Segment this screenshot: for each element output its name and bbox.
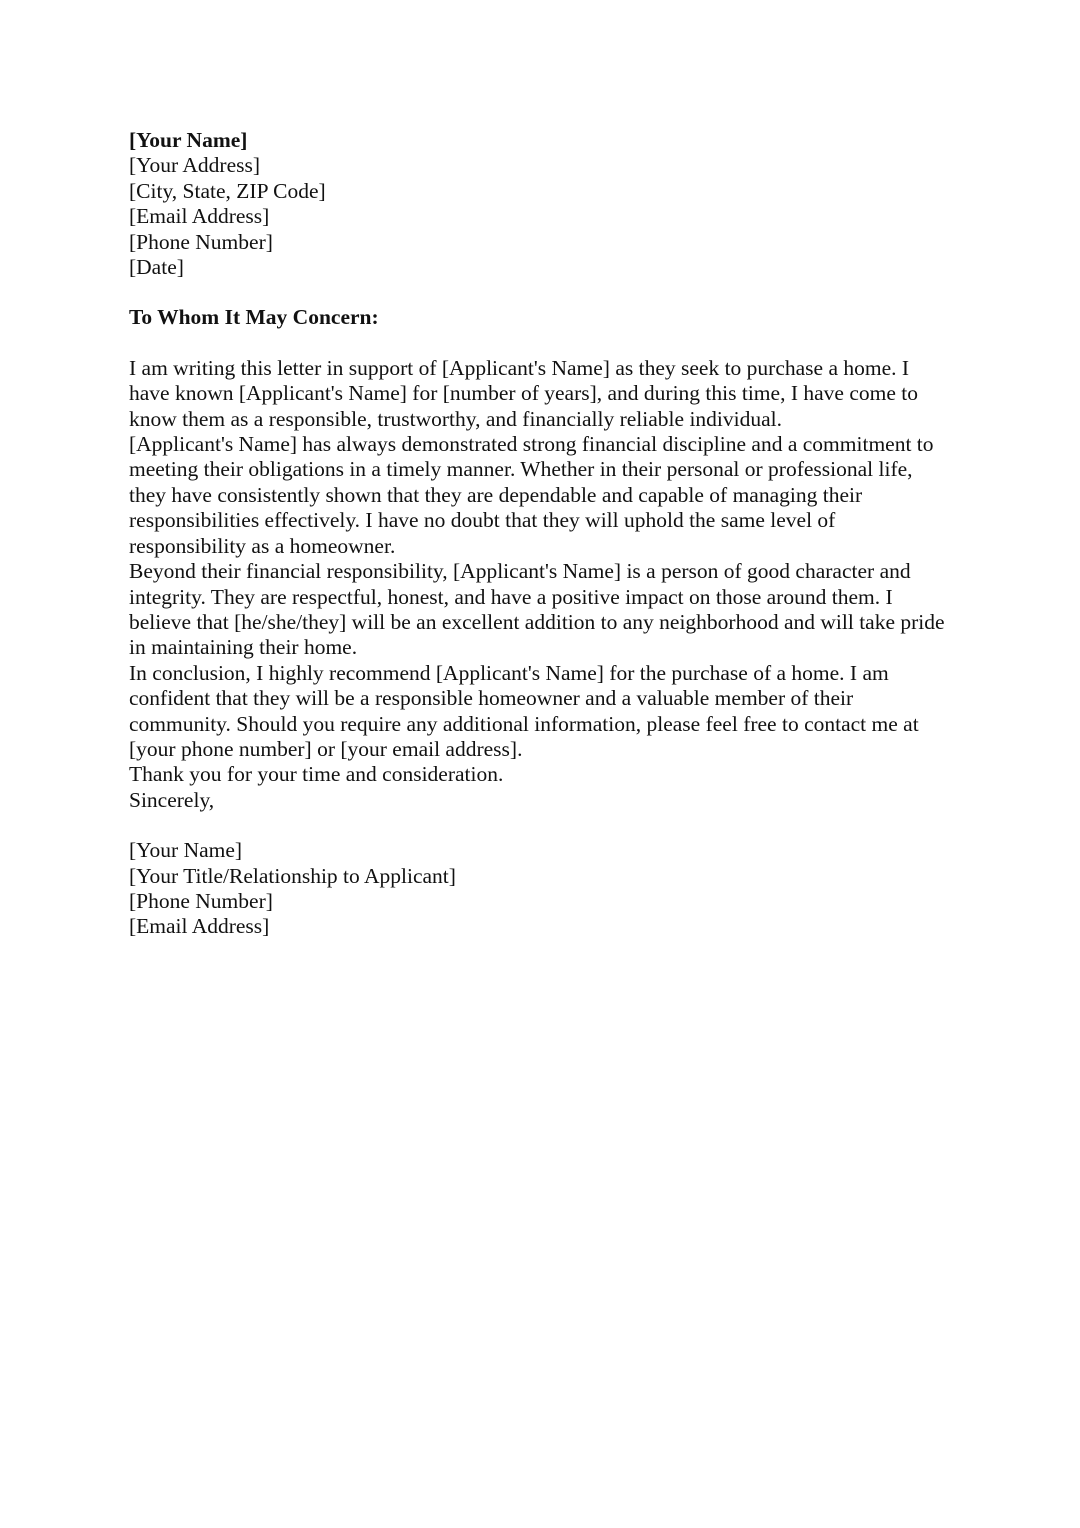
sender-address-line: [Your Address] (129, 153, 261, 178)
closing-block (129, 788, 949, 813)
signature-email-line: [Email Address] (129, 914, 270, 939)
signature-block (129, 838, 949, 940)
body-paragraph-4: In conclusion, I highly recommend [Applicant's Name] for the purchase of a home. I am confident that they will be a responsible homeowner and a valuable member of their community. Should you require any additional information, please feel free to contact me at [your phone number] or [your email address]. (129, 660, 919, 761)
signature-name-line: [Your Name] (129, 838, 243, 863)
sender-address-block (129, 128, 949, 280)
sender-city-state-zip-line: [City, State, ZIP Code] (129, 178, 326, 203)
sender-date-line: [Date] (129, 255, 184, 280)
body-paragraph-2: [Applicant's Name] has always demonstrated strong financial discipline and a commitment to meeting their obligations in a timely manner. Whether in their personal or professional life, they have consistently shown that they are dependable and capable of managing their responsibilities effectively. I have no doubt that they will uphold the same level of responsibility as a homeowner. (129, 432, 934, 558)
sender-email-line: [Email Address] (129, 204, 270, 229)
signature-title-line: [Your Title/Relationship to Applicant] (129, 863, 456, 888)
body-paragraph-1: I am writing this letter in support of [Applicant's Name] as they seek to purchase a home. I have known [Applicant's Name] for [number of years], and during this time, I have come to know them as a responsible, trustworthy, and financially reliable individual. (129, 355, 918, 431)
body-paragraph-3: Beyond their financial responsibility, [Applicant's Name] is a person of good character and integrity. They are respectful, honest, and have a positive impact on those around them. I believe that [he/she/they] will be an excellent addition to any neighborhood and will take pride in maintaining their home. (129, 559, 945, 660)
letter-body (129, 128, 949, 940)
sender-phone-line: [Phone Number] (129, 229, 273, 254)
signature-phone-line: [Phone Number] (129, 888, 273, 913)
sender-name-line: [Your Name] (129, 128, 248, 152)
thank-you-paragraph: Thank you for your time and consideration. (129, 762, 504, 787)
salutation-block (129, 305, 949, 330)
closing-text: Sincerely, (129, 787, 215, 812)
salutation-text: To Whom It May Concern: (129, 305, 379, 330)
